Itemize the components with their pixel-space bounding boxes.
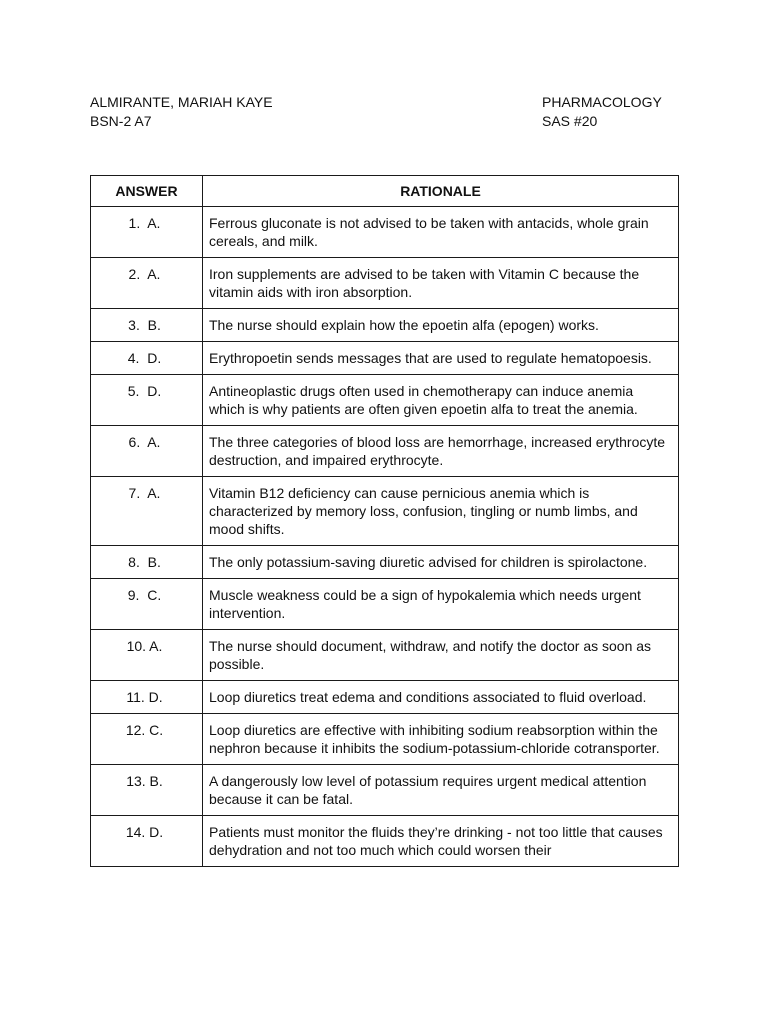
table-row	[91, 765, 679, 816]
table-row	[91, 207, 679, 258]
rationale-cell: Loop diuretics are effective with inhibiting sodium reabsorption within the nephron because it inhibits the sodium-potassium-chloride cotransporter.	[203, 714, 679, 765]
rationale-cell: The nurse should explain how the epoetin alfa (epogen) works.	[203, 309, 679, 342]
table-header-row	[91, 176, 679, 207]
answer-cell: 4. D.	[91, 342, 203, 375]
answer-column-header: ANSWER	[91, 176, 203, 207]
table-row	[91, 426, 679, 477]
rationale-cell: Iron supplements are advised to be taken with Vitamin C because the vitamin aids with iron absorption.	[203, 258, 679, 309]
rationale-cell: Vitamin B12 deficiency can cause pernicious anemia which is characterized by memory loss, confusion, tingling or numb limbs, and mood shifts.	[203, 477, 679, 546]
assignment-number: SAS #20	[542, 113, 598, 129]
table-row	[91, 681, 679, 714]
rationale-cell: Antineoplastic drugs often used in chemotherapy can induce anemia which is why patients are often given epoetin alfa to treat the anemia.	[203, 375, 679, 426]
student-name: ALMIRANTE, MARIAH KAYE	[90, 94, 273, 110]
table-row	[91, 375, 679, 426]
rationale-cell: Ferrous gluconate is not advised to be taken with antacids, whole grain cereals, and milk.	[203, 207, 679, 258]
answer-cell: 1. A.	[91, 207, 203, 258]
answer-cell: 10. A.	[91, 630, 203, 681]
rationale-cell: Loop diuretics treat edema and conditions associated to fluid overload.	[203, 681, 679, 714]
rationale-cell: The only potassium-saving diuretic advised for children is spirolactone.	[203, 546, 679, 579]
rationale-cell: Patients must monitor the fluids they’re drinking - not too little that causes dehydration and not too much which could worsen their	[203, 816, 679, 867]
answer-cell: 9. C.	[91, 579, 203, 630]
rationale-cell: Erythropoetin sends messages that are used to regulate hematopoesis.	[203, 342, 679, 375]
table-row	[91, 342, 679, 375]
table-row	[91, 630, 679, 681]
answer-cell: 14. D.	[91, 816, 203, 867]
answer-cell: 8. B.	[91, 546, 203, 579]
table-row	[91, 579, 679, 630]
answer-cell: 11. D.	[91, 681, 203, 714]
answer-cell: 7. A.	[91, 477, 203, 546]
table-row	[91, 309, 679, 342]
course-info	[542, 93, 662, 131]
answer-cell: 13. B.	[91, 765, 203, 816]
answer-cell: 6. A.	[91, 426, 203, 477]
rationale-cell: The nurse should document, withdraw, and notify the doctor as soon as possible.	[203, 630, 679, 681]
student-info	[90, 93, 273, 131]
rationale-cell: A dangerously low level of potassium requires urgent medical attention because it can be fatal.	[203, 765, 679, 816]
rationale-cell: Muscle weakness could be a sign of hypokalemia which needs urgent intervention.	[203, 579, 679, 630]
student-section: BSN-2 A7	[90, 113, 152, 129]
table-row	[91, 258, 679, 309]
rationale-cell: The three categories of blood loss are hemorrhage, increased erythrocyte destruction, and impaired erythrocyte.	[203, 426, 679, 477]
answer-cell: 2. A.	[91, 258, 203, 309]
answer-cell: 5. D.	[91, 375, 203, 426]
answer-cell: 3. B.	[91, 309, 203, 342]
table-row	[91, 816, 679, 867]
answer-cell: 12. C.	[91, 714, 203, 765]
rationale-column-header: RATIONALE	[203, 176, 679, 207]
subject-name: PHARMACOLOGY	[542, 94, 662, 110]
answer-table	[90, 175, 679, 867]
table-row	[91, 546, 679, 579]
table-row	[91, 477, 679, 546]
table-row	[91, 714, 679, 765]
